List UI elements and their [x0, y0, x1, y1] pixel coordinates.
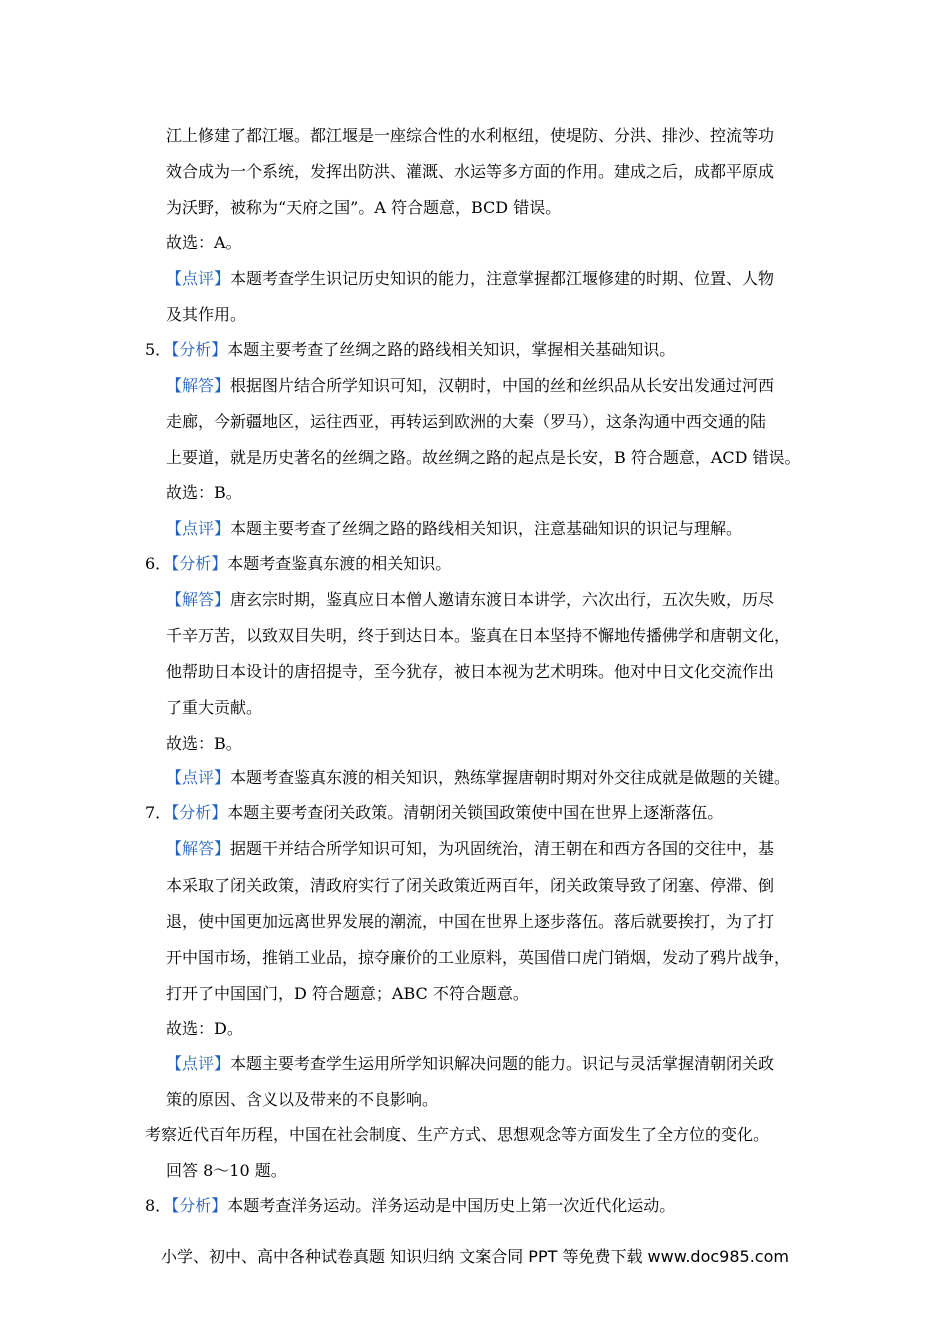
- text-line: [166, 875, 774, 897]
- section-tag: 【解答】: [166, 376, 231, 395]
- line-text: 他帮助日本设计的唐招提寺，至今犹存，被日本视为艺术明珠。他对中日文化交流作出: [166, 662, 775, 681]
- question-number: 8．: [145, 1196, 172, 1215]
- line-text: 唐玄宗时期，鉴真应日本僧人邀请东渡日本讲学，六次出行，五次失败，历尽: [230, 590, 775, 609]
- line-text: 为沃野，被称为“天府之国”。A 符合题意，BCD 错误。: [166, 198, 562, 217]
- text-line: [166, 1018, 243, 1040]
- line-text: 本题考查鉴真东渡的相关知识，熟练掌握唐朝时期对外交往成就是做题的关键。: [230, 768, 791, 787]
- line-text: 千辛万苦，以致双目失明，终于到达日本。鉴真在日本坚持不懈地传播佛学和唐朝文化，: [166, 626, 791, 645]
- line-text: 开中国市场，推销工业品，掠夺廉价的工业原料，英国借口虎门销烟，发动了鸦片战争，: [166, 948, 791, 967]
- line-text: 本题主要考查学生运用所学知识解决问题的能力。识记与灵活掌握清朝闭关政: [230, 1054, 775, 1073]
- line-text: 江上修建了都江堰。都江堰是一座综合性的水利枢纽，使堤防、分洪、排沙、控流等功: [166, 126, 775, 145]
- text-line: [166, 232, 242, 254]
- text-line: [145, 339, 675, 361]
- line-text: 本题考查洋务运动。洋务运动是中国历史上第一次近代化运动。: [227, 1196, 676, 1215]
- line-text: 故选：B。: [166, 483, 242, 502]
- line-text: 考察近代百年历程，中国在社会制度、生产方式、思想观念等方面发生了全方位的变化。: [145, 1125, 770, 1144]
- text-line: [166, 161, 774, 183]
- text-line: [166, 767, 790, 789]
- text-line: [145, 802, 723, 824]
- text-line: [166, 197, 561, 219]
- text-line: [166, 125, 774, 147]
- text-line: [166, 911, 774, 933]
- line-text: 故选：B。: [166, 734, 242, 753]
- line-text: 上要道，就是历史著名的丝绸之路。故丝绸之路的起点是长安，B 符合题意，ACD 错误。: [166, 448, 801, 467]
- section-tag: 【分析】: [171, 340, 228, 359]
- text-line: [166, 1053, 774, 1075]
- line-text: 效合成为一个系统，发挥出防洪、灌溉、水运等多方面的作用。建成之后，成都平原成: [166, 162, 775, 181]
- text-line: [166, 304, 246, 326]
- text-line: [166, 661, 774, 683]
- question-number: 7．: [145, 803, 172, 822]
- text-line: [166, 838, 774, 860]
- question-number: 6．: [145, 554, 172, 573]
- line-text: 据题干并结合所学知识可知，为巩固统治，清王朝在和西方各国的交往中，基: [230, 839, 775, 858]
- line-text: 本题主要考查了丝绸之路的路线相关知识，掌握相关基础知识。: [227, 340, 676, 359]
- text-line: [145, 1195, 675, 1217]
- line-text: 本题考查鉴真东渡的相关知识。: [227, 554, 452, 573]
- section-tag: 【解答】: [166, 590, 231, 609]
- text-line: [166, 447, 801, 469]
- line-text: 策的原因、含义以及带来的不良影响。: [166, 1090, 439, 1109]
- question-number: 5．: [145, 340, 172, 359]
- text-line: [166, 589, 774, 611]
- line-text: 回答 8～10 题。: [166, 1161, 287, 1180]
- text-line: [166, 947, 790, 969]
- line-text: 故选：A。: [166, 233, 242, 252]
- line-text: 根据图片结合所学知识可知，汉朝时，中国的丝和丝织品从长安出发通过河西: [230, 376, 775, 395]
- line-text: 本题主要考查闭关政策。清朝闭关锁国政策使中国在世界上逐渐落伍。: [227, 803, 724, 822]
- line-text: 本题考查学生识记历史知识的能力，注意掌握都江堰修建的时期、位置、人物: [230, 269, 775, 288]
- section-tag: 【分析】: [171, 1196, 228, 1215]
- section-tag: 【点评】: [166, 519, 231, 538]
- text-line: [145, 1124, 769, 1146]
- line-text: 故选：D。: [166, 1019, 243, 1038]
- section-tag: 【分析】: [171, 554, 228, 573]
- line-text: 本采取了闭关政策，清政府实行了闭关政策近两百年，闭关政策导致了闭塞、停滞、倒: [166, 876, 775, 895]
- text-line: [166, 518, 742, 540]
- text-line: [145, 553, 451, 575]
- section-tag: 【点评】: [166, 269, 231, 288]
- line-text: 退，使中国更加远离世界发展的潮流，中国在世界上逐步落伍。落后就要挨打，为了打: [166, 912, 775, 931]
- text-line: [166, 375, 774, 397]
- line-text: 及其作用。: [166, 305, 247, 324]
- section-tag: 【点评】: [166, 1054, 231, 1073]
- section-tag: 【解答】: [166, 839, 231, 858]
- line-text: 了重大贡献。: [166, 698, 263, 717]
- text-line: [166, 1160, 287, 1182]
- footer-banner: 小学、初中、高中各种试卷真题 知识归纳 文案合同 PPT 等免费下载 www.doc985.com: [161, 1247, 789, 1266]
- section-tag: 【分析】: [171, 803, 228, 822]
- text-line: [166, 411, 766, 433]
- text-line: [166, 625, 790, 647]
- text-line: [166, 268, 774, 290]
- text-line: [166, 482, 242, 504]
- text-line: [166, 1089, 438, 1111]
- line-text: 本题主要考查了丝绸之路的路线相关知识，注意基础知识的识记与理解。: [230, 519, 743, 538]
- line-text: 打开了中国国门，D 符合题意；ABC 不符合题意。: [166, 984, 529, 1003]
- section-tag: 【点评】: [166, 768, 231, 787]
- text-line: [166, 983, 529, 1005]
- text-line: [166, 697, 262, 719]
- line-text: 走廊，今新疆地区，运往西亚，再转运到欧洲的大秦（罗马），这条沟通中西交通的陆: [166, 412, 767, 431]
- text-line: [166, 733, 242, 755]
